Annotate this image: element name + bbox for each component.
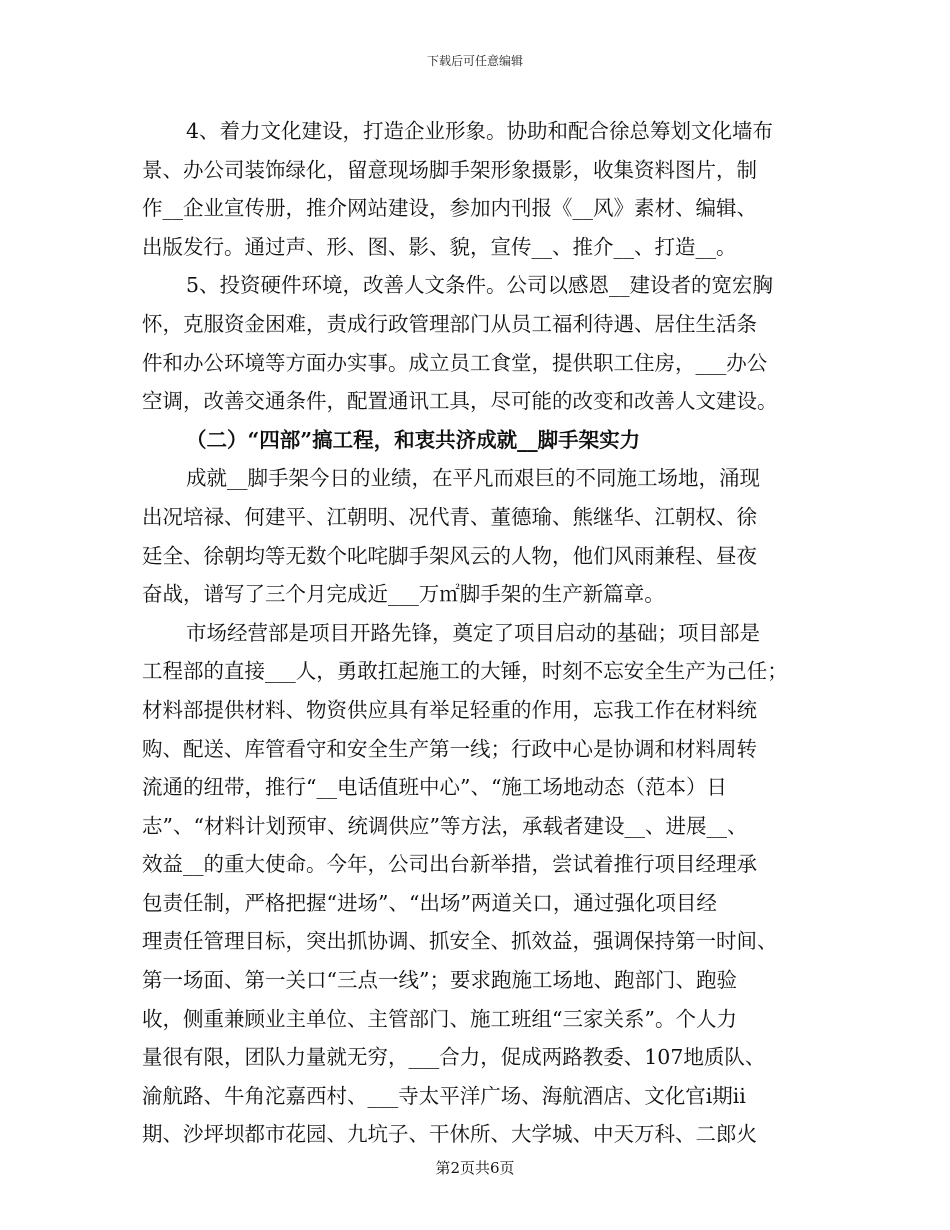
paragraph-line: 空调，改善交通条件，配置通讯工具，尽可能的改变和改善人文建设。: [142, 389, 778, 414]
paragraph-line: 理责任管理目标，突出抓协调、抓安全、抓效益，强调保持第一时间、: [142, 929, 778, 954]
paragraph-line: 期、沙坪坝都市花园、九坑子、干休所、大学城、中天万科、二郎火: [142, 1122, 757, 1147]
paragraph-line: 怀，克服资金困难，责成行政管理部门从员工福利待遇、居住生活条: [142, 311, 757, 336]
paragraph-line: 成就__脚手架今日的业绩，在平凡而艰巨的不同施工场地，涌现: [186, 466, 760, 491]
paragraph-line: 5、投资硬件环境，改善人文条件。公司以感恩__建设者的宽宏胸: [186, 273, 774, 298]
paragraph-line: 渝航路、牛角沱嘉西村、___寺太平洋广场、海航酒店、文化官ⅰ期ⅱ: [142, 1083, 746, 1108]
paragraph-line: 购、配送、库管看守和安全生产第一线；行政中心是协调和材料周转: [142, 736, 757, 761]
paragraph-line: 第一场面、第一关口“三点一线”；要求跑施工场地、跑部门、跑验: [142, 968, 737, 993]
paragraph-line: 包责任制，严格把握“进场”、“出场”两道关口，通过强化项目经: [142, 890, 717, 915]
section-heading: （二）“四部”搞工程，和衷共济成就__脚手架实力: [186, 427, 641, 452]
paragraph-line: 流通的纽带，推行“__电话值班中心”、“施工场地动态（范本）日: [142, 775, 727, 800]
paragraph-line: 工程部的直接___人，勇敢扛起施工的大锤，时刻不忘安全生产为己任；: [142, 659, 788, 684]
paragraph-line: 效益__的重大使命。今年，公司出台新举措，尝试着推行项目经理承: [142, 852, 757, 877]
paragraph-line: 景、办公司装饰绿化，留意现场脚手架形象摄影，收集资料图片，制: [142, 157, 757, 182]
paragraph-line: 市场经营部是项目开路先锋，奠定了项目启动的基础；项目部是: [186, 620, 760, 645]
paragraph-line: 量很有限，团队力量就无穷，___合力，促成两路教委、107地质队、: [142, 1045, 766, 1070]
paragraph-line: 廷全、徐朝均等无数个叱咤脚手架风云的人物，他们风雨兼程、昼夜: [142, 543, 757, 568]
paragraph-line: 4、着力文化建设，打造企业形象。协助和配合徐总筹划文化墙布: [186, 119, 774, 143]
document-body: [142, 112, 812, 1154]
page-header: 下载后可任意编辑: [426, 54, 523, 68]
paragraph-line: 出版发行。通过声、形、图、影、貌，宣传__、推介__、打造__。: [142, 234, 737, 259]
paragraph-line: 材料部提供材料、物资供应具有举足轻重的作用，忘我工作在材料统: [142, 697, 757, 722]
paragraph-line: 出况培禄、何建平、江朝明、况代青、董德瑜、熊继华、江朝权、徐: [142, 504, 757, 529]
paragraph-line: 作__企业宣传册，推介网站建设，参加内刊报《__风》素材、编辑、: [142, 196, 757, 221]
paragraph-line: 件和办公环境等方面办实事。成立员工食堂，提供职工住房，___办公: [142, 350, 768, 375]
paragraph-line: 收，侧重兼顾业主单位、主管部门、施工班组“三家关系”。个人力: [142, 1006, 737, 1031]
page-footer: 第2页共6页: [435, 1159, 515, 1177]
paragraph-line: 志”、“材料计划预审、统调供应”等方法，承载者建设__、进展__、: [142, 813, 748, 838]
paragraph-line: 奋战，谱写了三个月完成近___万㎡脚手架的生产新篇章。: [142, 582, 665, 607]
